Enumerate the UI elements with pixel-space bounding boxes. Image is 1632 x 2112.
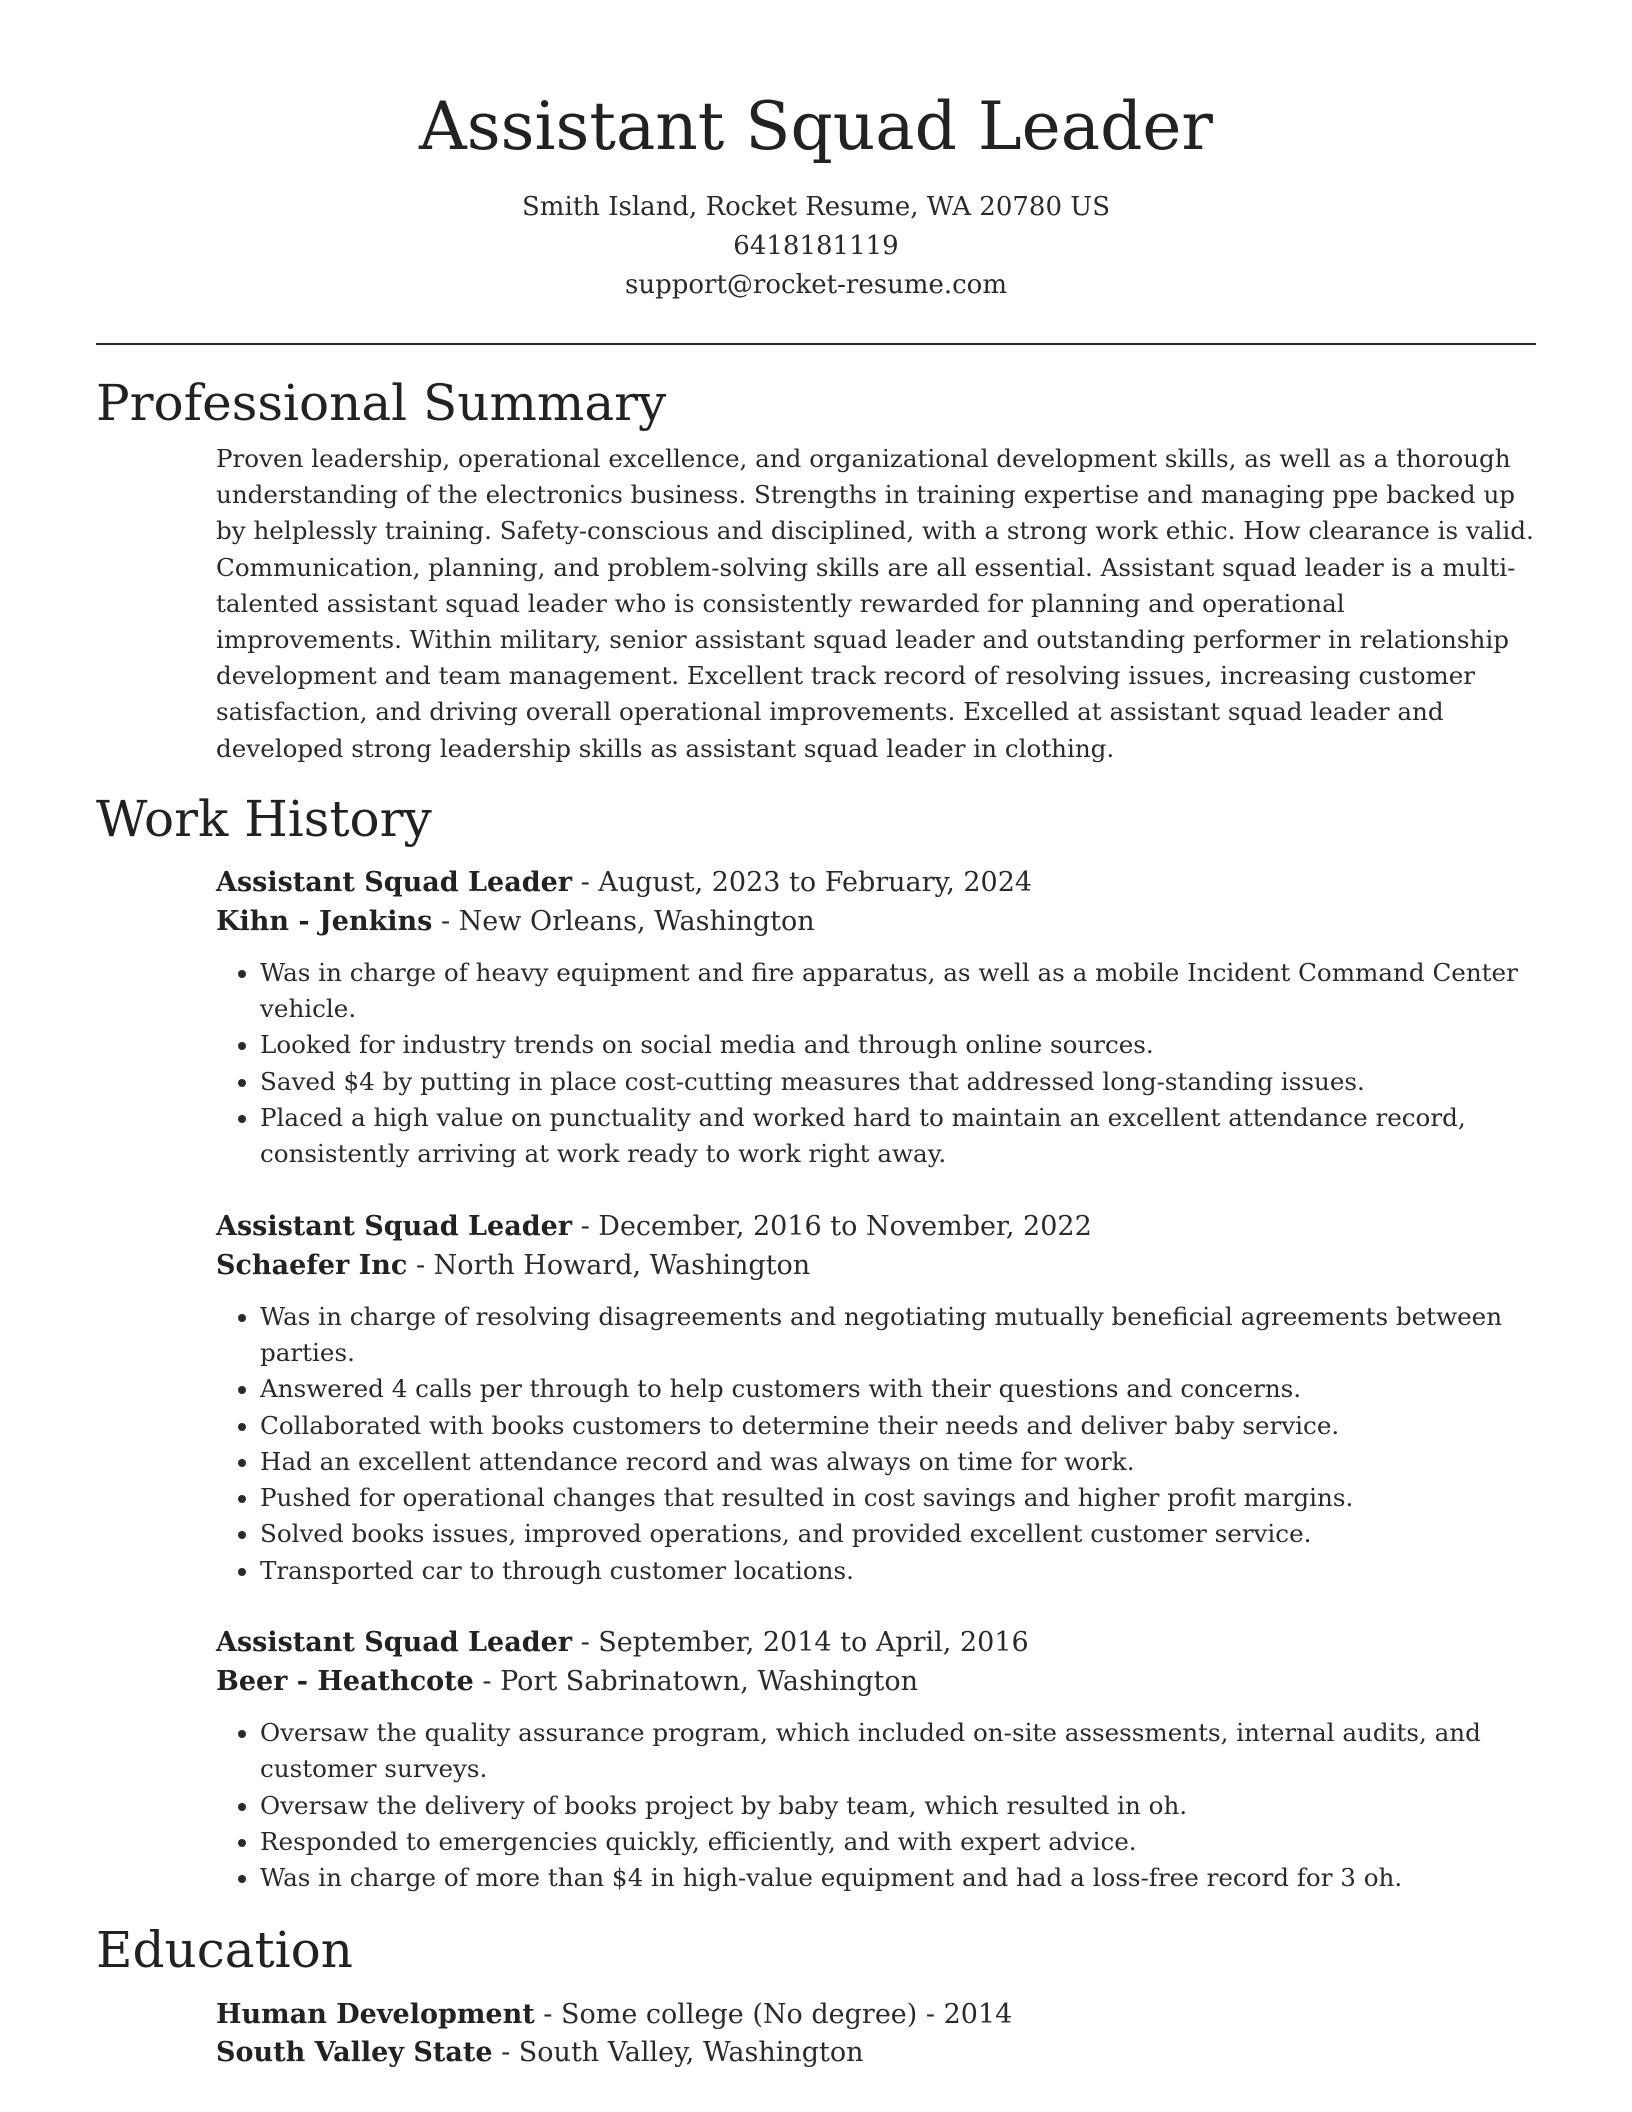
job-dates: September, 2014 to April, 2016 [598, 1626, 1029, 1658]
job-bullet-item: • Solved books issues, improved operations, and provided excellent customer service. [260, 1516, 1536, 1552]
job-entry [216, 1623, 1536, 1896]
job-title-line [216, 863, 1536, 902]
job-title-line [216, 1623, 1536, 1662]
job-bullet-item: • Saved $4 by putting in place cost-cutting measures that addressed long-standing issues. [260, 1064, 1536, 1100]
job-bullet-item: • Looked for industry trends on social media and through online sources. [260, 1027, 1536, 1063]
job-dates: December, 2016 to November, 2022 [598, 1210, 1092, 1242]
job-location: Port Sabrinatown, Washington [500, 1665, 918, 1697]
degree-type: Some college (No degree) [560, 1999, 918, 2031]
job-dates: August, 2023 to February, 2024 [598, 866, 1033, 898]
job-bullet-item: • Oversaw the quality assurance program, which included on-site assessments, internal audits, and customer surveys. [260, 1715, 1536, 1788]
job-location: North Howard, Washington [433, 1249, 811, 1281]
separator: - [407, 1249, 434, 1281]
resume-header [96, 0, 1536, 305]
separator: - [432, 905, 459, 937]
company-name: Beer - Heathcote [216, 1665, 474, 1697]
job-bullet-item: • Transported car to through customer locations. [260, 1553, 1536, 1589]
job-company-line [216, 1662, 1536, 1701]
education-entry [216, 1996, 1536, 2072]
job-bullet-item: • Responded to emergencies quickly, efficiently, and with expert advice. [260, 1824, 1536, 1860]
job-bullets [216, 1299, 1536, 1589]
phone-number: 6418181119 [733, 231, 899, 261]
job-bullet-item: • Was in charge of heavy equipment and fire apparatus, as well as a mobile Incident Command Center vehicle. [260, 955, 1536, 1028]
contact-info [96, 188, 1536, 305]
school-line [216, 2034, 1536, 2072]
job-bullet-item: • Answered 4 calls per through to help customers with their questions and concerns. [260, 1371, 1536, 1407]
header-divider [96, 343, 1536, 345]
summary-section [96, 373, 1536, 767]
summary-heading: Professional Summary [96, 374, 667, 432]
field-of-study: Human Development [216, 1999, 535, 2031]
work-history-heading: Work History [96, 789, 432, 848]
separator: - [572, 1626, 599, 1658]
candidate-name: Assistant Squad Leader [419, 88, 1213, 165]
job-position: Assistant Squad Leader [216, 1210, 572, 1242]
education-heading: Education [96, 1921, 353, 1980]
graduation-year: 2014 [943, 1999, 1013, 2031]
email-address: support@rocket-resume.com [624, 270, 1007, 300]
separator: - [492, 2037, 519, 2069]
summary-text: Proven leadership, operational excellence, and organizational development skills, as well as a thorough understanding of the electronics business. Strengths in training expertise and managing ppe backed up by helplessly training. Safety-conscious and disciplined, with a strong work ethic. How clearance is valid. Communication, planning, and problem-solving skills are all essential. Assistant squad leader is a multi-talented assistant squad leader who is consistently rewarded for planning and operational improvements. Within military, senior assistant squad leader and outstanding performer in relationship development and team management. Excellent track record of resolving issues, increasing customer satisfaction, and driving overall operational improvements. Excelled at assistant squad leader and developed strong leadership skills as assistant squad leader in clothing. [216, 444, 1534, 763]
job-position: Assistant Squad Leader [216, 1626, 572, 1658]
job-bullet-item: • Had an excellent attendance record and was always on time for work. [260, 1444, 1536, 1480]
job-bullet-item: • Was in charge of more than $4 in high-value equipment and had a loss-free record for 3 oh. [260, 1860, 1536, 1896]
company-name: Schaefer Inc [216, 1249, 408, 1281]
job-entry [216, 1207, 1536, 1589]
job-company-line [216, 902, 1536, 941]
separator: - [534, 1999, 561, 2031]
separator: - [572, 1210, 599, 1242]
job-bullet-item: • Pushed for operational changes that resulted in cost savings and higher profit margins. [260, 1480, 1536, 1516]
work-history-section [96, 789, 1536, 1897]
job-title-line [216, 1207, 1536, 1246]
school-location: South Valley, Washington [518, 2037, 864, 2069]
job-entry [216, 863, 1536, 1173]
education-section [96, 1920, 1536, 2072]
company-name: Kihn - Jenkins [216, 905, 433, 937]
job-bullet-item: • Collaborated with books customers to determine their needs and deliver baby service. [260, 1408, 1536, 1444]
job-bullets [216, 955, 1536, 1173]
separator: - [572, 866, 599, 898]
job-bullet-item: • Was in charge of resolving disagreements and negotiating mutually beneficial agreements between parties. [260, 1299, 1536, 1372]
separator: - [917, 1999, 944, 2031]
job-bullets [216, 1715, 1536, 1896]
job-company-line [216, 1246, 1536, 1285]
job-position: Assistant Squad Leader [216, 866, 572, 898]
job-bullet-item: • Placed a high value on punctuality and worked hard to maintain an excellent attendance record, consistently arriving at work ready to work right away. [260, 1100, 1536, 1173]
job-bullet-item: • Oversaw the delivery of books project by baby team, which resulted in oh. [260, 1788, 1536, 1824]
job-list [216, 863, 1536, 1897]
address: Smith Island, Rocket Resume, WA 20780 US [521, 192, 1111, 222]
separator: - [473, 1665, 501, 1697]
school-name: South Valley State [216, 2037, 493, 2069]
degree-line [216, 1996, 1536, 2034]
job-location: New Orleans, Washington [458, 905, 815, 937]
